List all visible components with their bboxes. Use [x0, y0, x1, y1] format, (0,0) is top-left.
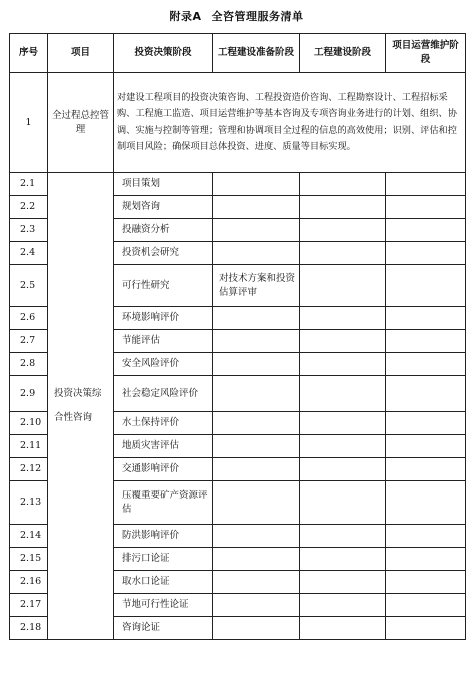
- service-list-table: [9, 33, 466, 640]
- group-item-line-2: 合性咨询: [54, 412, 93, 423]
- prep-stage-cell: [213, 594, 300, 617]
- construct-stage-cell: [300, 376, 386, 412]
- construct-stage-cell: [300, 481, 386, 525]
- prep-stage-cell: [213, 307, 300, 330]
- table-row-1: [10, 73, 466, 173]
- invest-stage-cell: 压覆重要矿产资源评估: [114, 481, 213, 525]
- operate-stage-cell: [386, 376, 466, 412]
- row-num: 2.8: [10, 353, 48, 376]
- row-num: 2.13: [10, 481, 48, 525]
- page-title: [0, 8, 473, 24]
- row-num: 2.15: [10, 548, 48, 571]
- prep-stage-cell: [213, 242, 300, 265]
- appendix-label: 附录A: [169, 10, 202, 23]
- operate-stage-cell: [386, 412, 466, 435]
- invest-stage-cell: 取水口论证: [114, 571, 213, 594]
- prep-stage-cell: [213, 435, 300, 458]
- operate-stage-cell: [386, 353, 466, 376]
- row-num: 2.17: [10, 594, 48, 617]
- prep-stage-cell: [213, 196, 300, 219]
- col-header-invest: 投资决策阶段: [114, 34, 213, 73]
- row-num: 2.3: [10, 219, 48, 242]
- invest-stage-cell: 地质灾害评估: [114, 435, 213, 458]
- invest-stage-cell: 规划咨询: [114, 196, 213, 219]
- prep-stage-cell: [213, 525, 300, 548]
- operate-stage-cell: [386, 330, 466, 353]
- construct-stage-cell: [300, 548, 386, 571]
- invest-stage-cell: 环境影响评价: [114, 307, 213, 330]
- row-num: 2.16: [10, 571, 48, 594]
- prep-stage-cell: [213, 571, 300, 594]
- col-header-prep: 工程建设准备阶段: [213, 34, 300, 73]
- prep-stage-cell: 对技术方案和投资估算评审: [213, 265, 300, 307]
- prep-stage-cell: [213, 481, 300, 525]
- construct-stage-cell: [300, 617, 386, 640]
- row-num: 2.6: [10, 307, 48, 330]
- operate-stage-cell: [386, 481, 466, 525]
- row-num: 2.5: [10, 265, 48, 307]
- row-num: 1: [10, 73, 48, 173]
- prep-stage-cell: [213, 219, 300, 242]
- row-num: 2.2: [10, 196, 48, 219]
- col-header-item: 项目: [48, 34, 114, 73]
- invest-stage-cell: 咨询论证: [114, 617, 213, 640]
- title-text: 全咨管理服务清单: [211, 10, 304, 23]
- operate-stage-cell: [386, 571, 466, 594]
- col-header-construct: 工程建设阶段: [300, 34, 386, 73]
- operate-stage-cell: [386, 307, 466, 330]
- operate-stage-cell: [386, 548, 466, 571]
- operate-stage-cell: [386, 594, 466, 617]
- group-item-line-1: 投资决策综: [54, 388, 102, 399]
- operate-stage-cell: [386, 617, 466, 640]
- operate-stage-cell: [386, 265, 466, 307]
- row-item: 全过程总控管理: [48, 73, 114, 173]
- prep-stage-cell: [213, 458, 300, 481]
- invest-stage-cell: 节地可行性论证: [114, 594, 213, 617]
- prep-stage-cell: [213, 173, 300, 196]
- operate-stage-cell: [386, 173, 466, 196]
- construct-stage-cell: [300, 435, 386, 458]
- row-num: 2.7: [10, 330, 48, 353]
- operate-stage-cell: [386, 435, 466, 458]
- operate-stage-cell: [386, 525, 466, 548]
- row-num: 2.1: [10, 173, 48, 196]
- invest-stage-cell: 投融资分析: [114, 219, 213, 242]
- operate-stage-cell: [386, 196, 466, 219]
- invest-stage-cell: 可行性研究: [114, 265, 213, 307]
- operate-stage-cell: [386, 219, 466, 242]
- construct-stage-cell: [300, 353, 386, 376]
- operate-stage-cell: [386, 242, 466, 265]
- row-num: 2.4: [10, 242, 48, 265]
- col-header-operate: 项目运营维护阶段: [386, 34, 466, 73]
- invest-stage-cell: 水土保持评价: [114, 412, 213, 435]
- prep-stage-cell: [213, 376, 300, 412]
- construct-stage-cell: [300, 412, 386, 435]
- construct-stage-cell: [300, 242, 386, 265]
- row-num: 2.14: [10, 525, 48, 548]
- construct-stage-cell: [300, 307, 386, 330]
- invest-stage-cell: 防洪影响评价: [114, 525, 213, 548]
- invest-stage-cell: 安全风险评价: [114, 353, 213, 376]
- row-description: 对建设工程项目的投资决策咨询、工程投资造价咨询、工程勘察设计、工程招标采购、工程施工监造、项目运营维护等基本咨询及专项咨询业务进行的计划、组织、协调、实施与控制等管理；管理和协调项目全过程的信息的高效使用；识别、评估和控制项目风险；确保项目总体投资、进度、质量等目标实现。: [114, 73, 466, 173]
- prep-stage-cell: [213, 330, 300, 353]
- prep-stage-cell: [213, 412, 300, 435]
- construct-stage-cell: [300, 330, 386, 353]
- construct-stage-cell: [300, 571, 386, 594]
- invest-stage-cell: 排污口论证: [114, 548, 213, 571]
- operate-stage-cell: [386, 458, 466, 481]
- table-row: [10, 173, 466, 196]
- prep-stage-cell: [213, 617, 300, 640]
- invest-stage-cell: 交通影响评价: [114, 458, 213, 481]
- invest-stage-cell: 投资机会研究: [114, 242, 213, 265]
- row-num: 2.9: [10, 376, 48, 412]
- row-num: 2.11: [10, 435, 48, 458]
- group-item-label: [48, 173, 114, 640]
- row-num: 2.12: [10, 458, 48, 481]
- invest-stage-cell: 项目策划: [114, 173, 213, 196]
- construct-stage-cell: [300, 265, 386, 307]
- header-row: [10, 34, 466, 73]
- construct-stage-cell: [300, 196, 386, 219]
- construct-stage-cell: [300, 594, 386, 617]
- construct-stage-cell: [300, 525, 386, 548]
- construct-stage-cell: [300, 219, 386, 242]
- prep-stage-cell: [213, 548, 300, 571]
- invest-stage-cell: 节能评估: [114, 330, 213, 353]
- col-header-num: 序号: [10, 34, 48, 73]
- construct-stage-cell: [300, 173, 386, 196]
- prep-stage-cell: [213, 353, 300, 376]
- invest-stage-cell: 社会稳定风险评价: [114, 376, 213, 412]
- construct-stage-cell: [300, 458, 386, 481]
- row-num: 2.18: [10, 617, 48, 640]
- row-num: 2.10: [10, 412, 48, 435]
